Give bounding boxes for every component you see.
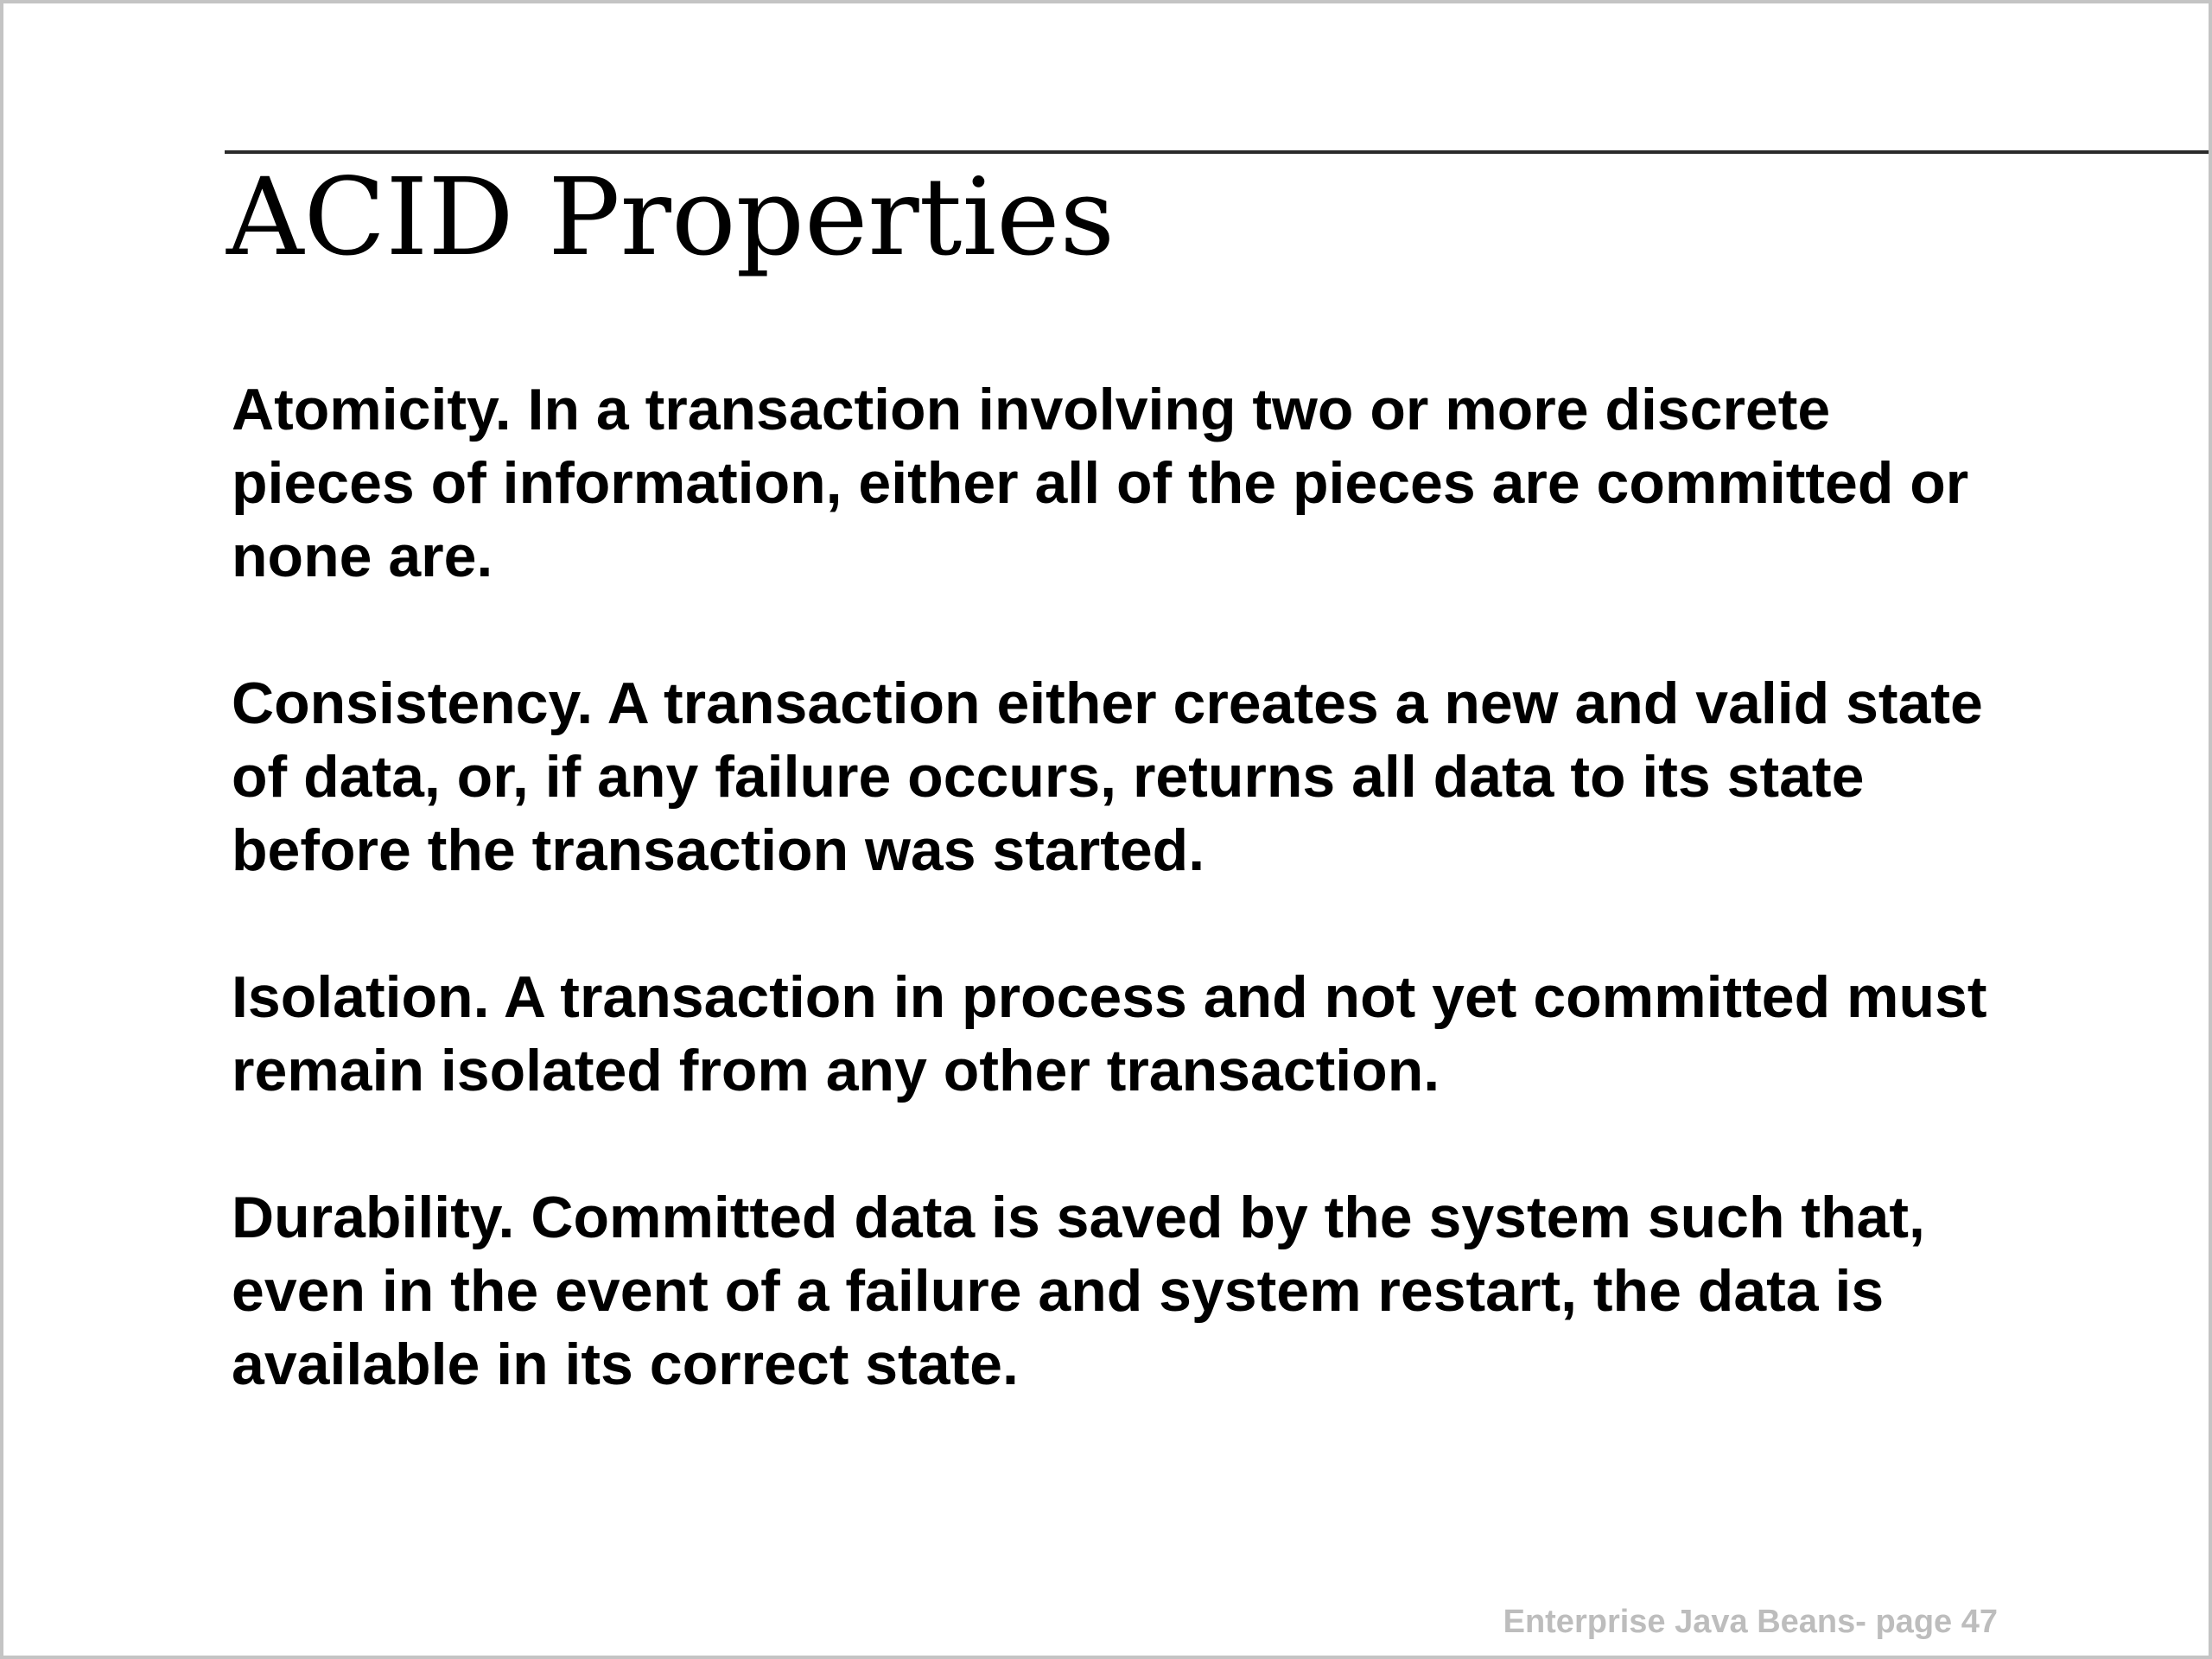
page-footer: Enterprise Java Beans- page 47 [1503,1604,1998,1640]
slide-body [232,373,1994,1402]
paragraph-durability: Durability. Committed data is saved by the system such that, even in the event of a failure and system restart, the data is available in its correct state. [232,1185,1925,1397]
paragraph-atomicity: Atomicity. In a transaction involving two or more discrete pieces of information, either all of the pieces are committed or none are. [232,377,1969,589]
paragraph-isolation: Isolation. A transaction in process and not yet committed must remain isolated from any other transaction. [232,964,1987,1103]
paragraph-consistency: Consistency. A transaction either creates a new and valid state of data, or, if any failure occurs, returns all data to its state before the transaction was started. [232,671,1983,883]
slide-title: ACID Properties [226,156,1116,280]
